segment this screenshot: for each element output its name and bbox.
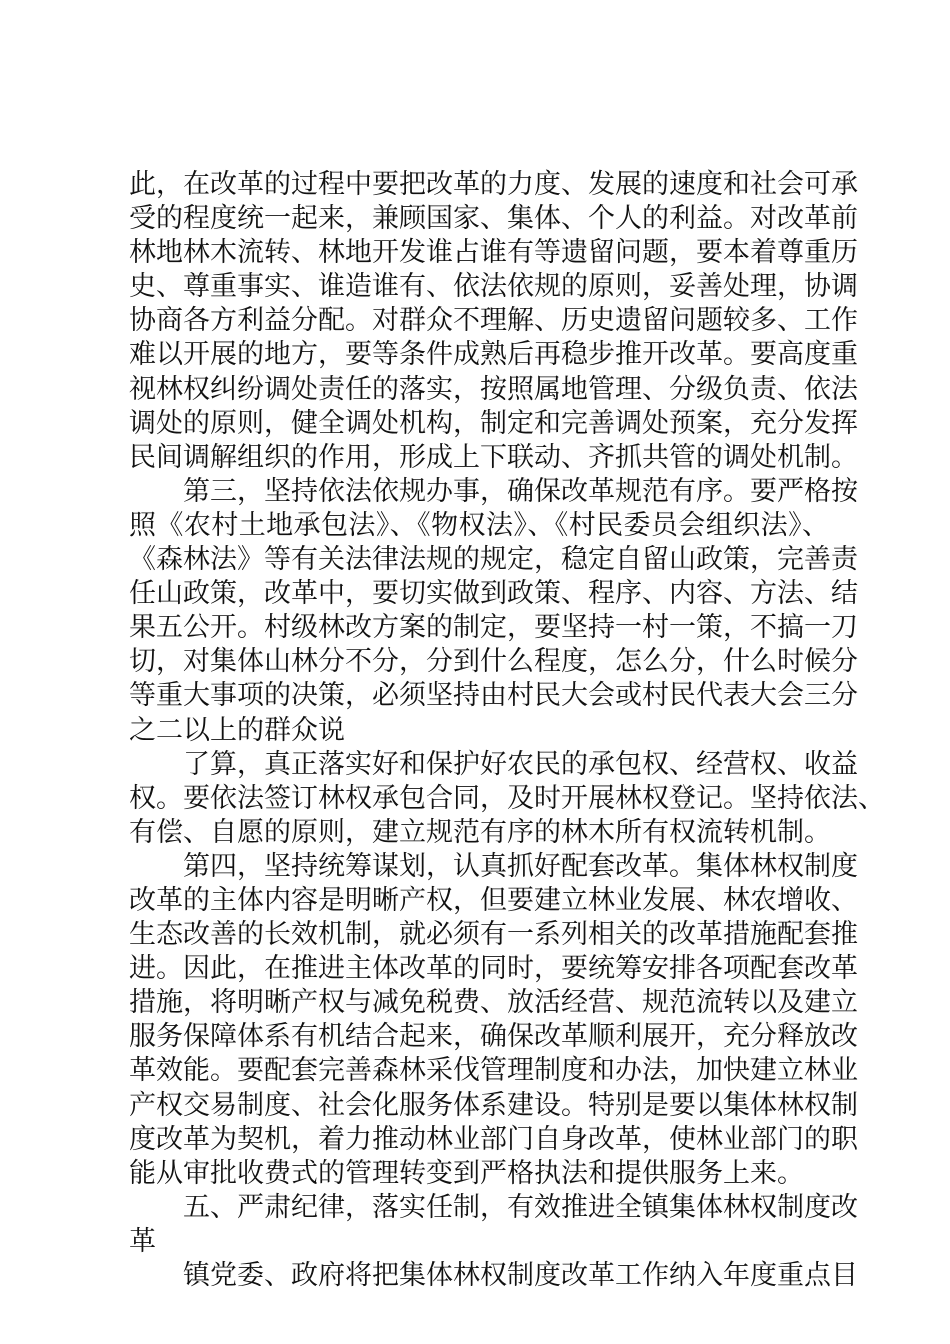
text-line: 难以开展的地方，要等条件成熟后再稳步推开改革。要高度重 [129,339,858,371]
text-line: 进。因此，在推进主体改革的同时，要统筹安排各项配套改革 [129,953,858,985]
section-heading-line: 革 [129,1225,156,1257]
paragraph-start-line: 镇党委、政府将把集体林权制度改革工作纳入年度重点目 [183,1260,858,1291]
text-line: 之二以上的群众说 [129,714,345,746]
text-line: 任山政策，改革中，要切实做到政策、程序、内容、方法、结 [129,578,858,610]
text-line: 《森林法》等有关法律法规的规定，稳定自留山政策，完善责 [129,544,858,576]
paragraph-start-line: 第四，坚持统筹谋划，认真抓好配套改革。集体林权制度 [183,850,858,882]
body-text [129,168,885,1293]
text-line: 调处的原则，健全调处机构，制定和完善调处预案，充分发挥 [129,407,858,439]
text-line: 措施，将明晰产权与减免税费、放活经营、规范流转以及建立 [129,987,858,1019]
text-line: 林地林木流转、林地开发谁占谁有等遗留问题，要本着尊重历 [129,237,858,269]
text-line: 有偿、自愿的原则，建立规范有序的林木所有权流转机制。 [129,816,831,848]
text-line: 等重大事项的决策，必须坚持由村民大会或村民代表大会三分 [129,680,858,712]
text-line: 受的程度统一起来，兼顾国家、集体、个人的利益。对改革前 [129,203,858,235]
text-line: 服务保障体系有机结合起来，确保改革顺利展开，充分释放改 [129,1021,858,1053]
text-line: 能从审批收费式的管理转变到严格执法和提供服务上来。 [129,1157,804,1189]
paragraph-start-line: 第三，坚持依法依规办事，确保改革规范有序。要严格按 [183,475,858,507]
text-line: 权。要依法签订林权承包合同，及时开展林权登记。坚持依法、 [129,782,885,814]
text-line: 果五公开。村级林改方案的制定，要坚持一村一策，不搞一刀 [129,612,858,644]
text-line: 度改革为契机，着力推动林业部门自身改革，使林业部门的职 [129,1123,858,1155]
text-line: 视林权纠纷调处责任的落实，按照属地管理、分级负责、依法 [129,373,858,405]
text-line: 切，对集体山林分不分，分到什么程度，怎么分，什么时候分 [129,646,858,678]
text-line: 生态改善的长效机制，就必须有一系列相关的改革措施配套推 [129,919,858,951]
text-line: 照《农村土地承包法》、《物权法》、《村民委员会组织法》、 [129,509,829,541]
text-line: 协商各方利益分配。对群众不理解、历史遗留问题较多、工作 [129,305,858,337]
text-line: 史、尊重事实、谁造谁有、依法依规的原则，妥善处理，协调 [129,271,858,303]
paragraph-start-line: 了算，真正落实好和保护好农民的承包权、经营权、收益 [183,748,858,780]
text-line: 改革的主体内容是明晰产权，但要建立林业发展、林农增收、 [129,884,858,916]
section-heading-line: 五、严肃纪律，落实任制，有效推进全镇集体林权制度改 [183,1191,858,1223]
text-line: 产权交易制度、社会化服务体系建设。特别是要以集体林权制 [129,1089,858,1121]
text-line: 此，在改革的过程中要把改革的力度、发展的速度和社会可承 [129,169,858,200]
text-line: 民间调解组织的作用，形成上下联动、齐抓共管的调处机制。 [129,441,858,473]
text-line: 革效能。要配套完善森林采伐管理制度和办法，加快建立林业 [129,1055,858,1087]
